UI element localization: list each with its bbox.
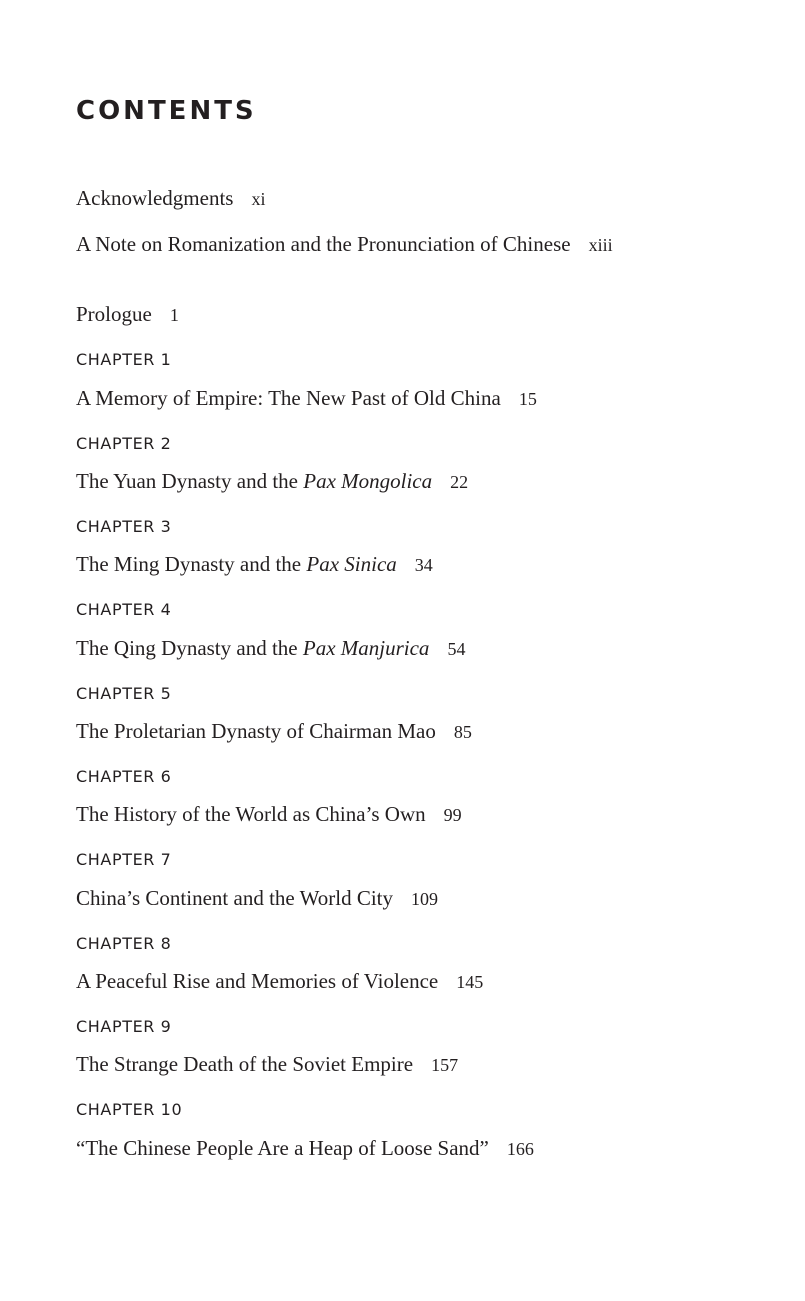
entry-title: Prologue [76,302,152,326]
entry-page-number: xiii [588,235,613,255]
entry-page-number: 109 [411,889,438,909]
entry-title: China’s Continent and the World City [76,886,393,910]
toc-entry-chapter-8 [76,967,483,996]
toc-entry-chapter-7 [76,884,438,913]
entry-page-number: 99 [443,805,462,825]
entry-page-number: 34 [414,555,433,575]
toc-entry-prologue [76,300,179,329]
toc-entry-chapter-6 [76,800,462,829]
toc-entry-chapter-9 [76,1050,458,1079]
chapter-label: CHAPTER 4 [76,600,172,619]
chapter-label: CHAPTER 8 [76,934,172,953]
toc-entry-acknowledgments [76,184,266,213]
chapter-label: CHAPTER 3 [76,517,172,536]
toc-entry-chapter-10 [76,1134,534,1163]
entry-page-number: 85 [453,722,472,742]
chapter-label: CHAPTER 1 [76,350,172,369]
chapter-label: CHAPTER 2 [76,434,172,453]
entry-title: A Peaceful Rise and Memories of Violence [76,969,439,993]
chapter-label: CHAPTER 6 [76,767,172,786]
chapter-label: CHAPTER 5 [76,684,172,703]
entry-title: The Yuan Dynasty and the [76,469,304,493]
chapter-label: CHAPTER 9 [76,1017,172,1036]
entry-title-italic: Pax Sinica [306,552,397,576]
toc-entry-chapter-3 [76,550,433,579]
entry-title: The Ming Dynasty and the [76,552,307,576]
entry-page-number: 54 [447,639,466,659]
entry-page-number: 1 [169,305,179,325]
entry-title: Acknowledgments [76,186,234,210]
toc-entry-chapter-1 [76,384,537,413]
entry-page-number: 22 [450,472,469,492]
toc-entry-chapter-2 [76,467,468,496]
entry-title: A Note on Romanization and the Pronunciation of Chinese [76,232,571,256]
page-title: CONTENTS [76,96,257,126]
entry-title-italic: Pax Mongolica [303,469,433,493]
toc-entry-chapter-5 [76,717,472,746]
chapter-label: CHAPTER 7 [76,850,172,869]
entry-page-number: 145 [456,972,484,992]
entry-title: The Strange Death of the Soviet Empire [76,1052,414,1076]
entry-page-number: xi [251,189,266,209]
entry-title: “The Chinese People Are a Heap of Loose Sand” [76,1136,489,1160]
entry-title-italic: Pax Manjurica [302,636,430,660]
entry-title: The Proletarian Dynasty of Chairman Mao [76,719,436,743]
toc-entry-chapter-4 [76,634,465,663]
toc-entry-romanization-note [76,230,613,259]
entry-title: A Memory of Empire: The New Past of Old China [76,386,501,410]
entry-title: The Qing Dynasty and the [76,636,303,660]
entry-page-number: 15 [518,389,537,409]
chapter-label: CHAPTER 10 [76,1100,183,1119]
entry-title: The History of the World as China’s Own [76,802,426,826]
entry-page-number: 157 [431,1055,459,1075]
entry-page-number: 166 [506,1139,534,1159]
